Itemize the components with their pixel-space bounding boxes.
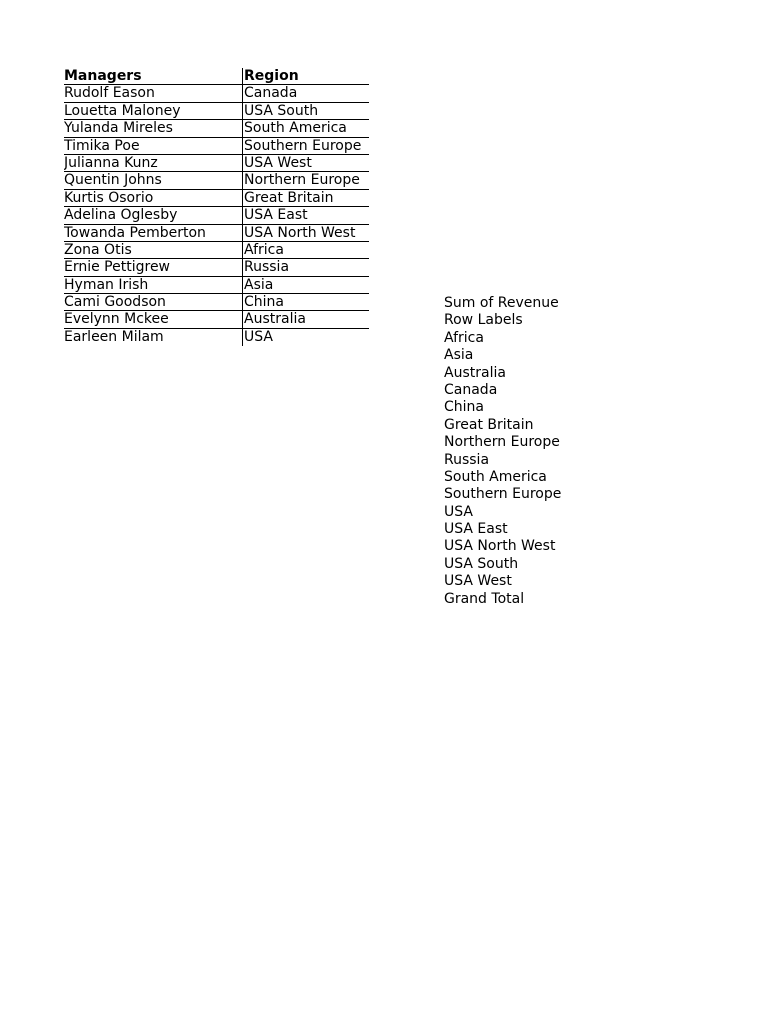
table-row (64, 242, 369, 259)
pivot-row-label[interactable]: Northern Europe (444, 434, 560, 451)
region-cell[interactable]: China (242, 294, 369, 310)
header-region[interactable]: Region (242, 68, 369, 84)
region-cell[interactable]: USA East (242, 207, 369, 223)
table-header-row (64, 68, 369, 85)
manager-cell[interactable]: Rudolf Eason (64, 85, 155, 102)
pivot-row-label[interactable]: USA North West (444, 538, 556, 555)
region-cell[interactable]: Northern Europe (242, 172, 369, 188)
pivot-row-label[interactable]: Southern Europe (444, 486, 562, 503)
table-row (64, 259, 369, 276)
manager-cell[interactable]: Kurtis Osorio (64, 189, 154, 206)
region-cell[interactable]: USA West (242, 155, 369, 171)
pivot-row-label[interactable]: Canada (444, 381, 498, 398)
manager-cell[interactable]: Quentin Johns (64, 172, 162, 189)
region-cell[interactable]: USA South (242, 103, 369, 119)
pivot-row-label[interactable]: USA (444, 503, 473, 520)
pivot-row-label[interactable]: Asia (444, 347, 474, 364)
region-cell[interactable]: Canada (242, 85, 369, 101)
header-managers[interactable]: Managers (64, 68, 142, 84)
manager-cell[interactable]: Earleen Milam (64, 328, 164, 345)
pivot-grand-total-label[interactable]: Grand Total (444, 590, 525, 607)
manager-cell[interactable]: Yulanda Mireles (64, 120, 173, 137)
manager-cell[interactable]: Julianna Kunz (64, 154, 158, 171)
table-row (64, 190, 369, 207)
manager-cell[interactable]: Cami Goodson (64, 294, 166, 311)
manager-cell[interactable]: Louetta Maloney (64, 102, 181, 119)
pivot-row-label[interactable]: USA East (444, 521, 508, 538)
managers-table (64, 68, 369, 346)
pivot-table (444, 295, 644, 608)
table-row (64, 311, 369, 328)
region-cell[interactable]: South America (242, 120, 369, 136)
manager-cell[interactable]: Adelina Oglesby (64, 207, 178, 224)
region-cell[interactable]: Asia (242, 277, 369, 293)
table-row (64, 207, 369, 224)
manager-cell[interactable]: Ernie Pettigrew (64, 259, 171, 276)
manager-cell[interactable]: Hyman Irish (64, 276, 149, 293)
table-row (64, 225, 369, 242)
region-cell[interactable]: Australia (242, 311, 369, 327)
region-cell[interactable]: Africa (242, 242, 369, 258)
region-cell[interactable]: USA North West (242, 225, 369, 241)
table-row (64, 85, 369, 102)
pivot-row-label[interactable]: USA West (444, 573, 512, 590)
pivot-row-labels-header[interactable]: Row Labels (444, 312, 523, 329)
table-row (64, 329, 369, 346)
region-cell[interactable]: Russia (242, 259, 369, 275)
pivot-row-label[interactable]: China (444, 399, 484, 416)
table-row (64, 103, 369, 120)
pivot-row-label[interactable]: South America (444, 468, 547, 485)
pivot-row-label[interactable]: Africa (444, 329, 484, 346)
table-row (64, 172, 369, 189)
manager-cell[interactable]: Evelynn Mckee (64, 311, 169, 328)
region-cell[interactable]: Great Britain (242, 190, 369, 206)
manager-cell[interactable]: Towanda Pemberton (64, 224, 206, 241)
table-row (64, 120, 369, 137)
pivot-row-label[interactable]: Russia (444, 451, 490, 468)
table-row (64, 277, 369, 294)
pivot-row-label[interactable]: USA South (444, 555, 519, 572)
pivot-row-label[interactable]: Australia (444, 364, 506, 381)
region-cell[interactable]: Southern Europe (242, 138, 369, 154)
region-cell[interactable]: USA (242, 329, 369, 346)
pivot-row-label[interactable]: Great Britain (444, 416, 534, 433)
table-row (64, 155, 369, 172)
table-row (64, 138, 369, 155)
manager-cell[interactable]: Timika Poe (64, 137, 140, 154)
manager-cell[interactable]: Zona Otis (64, 241, 132, 258)
pivot-value-label[interactable]: Sum of Revenue (444, 295, 559, 311)
table-row (64, 294, 369, 311)
